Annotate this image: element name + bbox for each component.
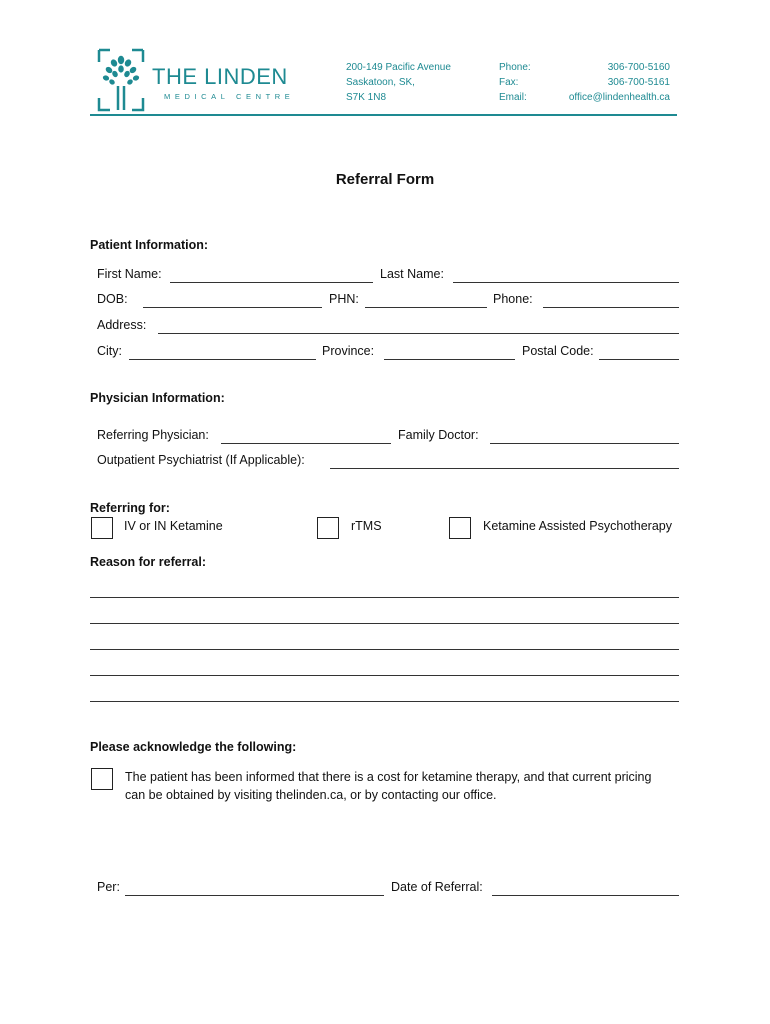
logo-subtitle: MEDICAL CENTRE [164,92,295,101]
logo [96,48,306,114]
referring-for-heading: Referring for: [90,501,170,515]
address-field[interactable] [158,333,679,334]
reason-line-3[interactable] [90,649,679,650]
psychiatrist-label: Outpatient Psychiatrist (If Applicable): [97,453,305,467]
phone-value: 306-700-5160 [607,62,670,73]
logo-name: THE LINDEN [152,64,288,89]
header-rule [90,114,677,116]
date-of-referral-label: Date of Referral: [391,880,483,894]
fax-value: 306-700-5161 [607,77,670,88]
province-label: Province: [322,344,375,358]
fax-label: Fax: [499,77,519,88]
dob-label: DOB: [97,292,128,306]
reason-line-1[interactable] [90,597,679,598]
acknowledge-text-line-1: The patient has been informed that there is a cost for ketamine therapy, and that current pricing [125,770,652,784]
address-label: Address: [97,318,147,332]
phn-field[interactable] [365,307,487,308]
reason-line-4[interactable] [90,675,679,676]
psychotherapy-checkbox[interactable] [449,517,471,539]
ketamine-checkbox[interactable] [91,517,113,539]
address-line-1: 200-149 Pacific Avenue [346,62,451,73]
first-name-label: First Name: [97,267,162,281]
phone-label: Phone: [493,292,533,306]
family-doctor-field[interactable] [490,443,679,444]
last-name-field[interactable] [453,282,679,283]
ketamine-option-label: IV or IN Ketamine [124,519,223,533]
postal-code-label: Postal Code: [522,344,594,358]
first-name-field[interactable] [170,282,373,283]
dob-field[interactable] [143,307,322,308]
psychiatrist-field[interactable] [330,468,679,469]
patient-info-heading: Patient Information: [90,238,209,252]
per-field[interactable] [125,895,384,896]
address-line-3: S7K 1N8 [346,92,387,103]
contact-values [540,60,670,105]
email-value[interactable]: office@lindenhealth.ca [568,92,670,103]
acknowledge-text-line-2: can be obtained by visiting thelinden.ca, or by contacting our office. [125,788,497,802]
referring-physician-field[interactable] [221,443,391,444]
phn-label: PHN: [329,292,359,306]
city-field[interactable] [129,359,316,360]
city-label: City: [97,344,122,358]
form-title: Referral Form [335,171,435,188]
psychotherapy-option-label: Ketamine Assisted Psychotherapy [483,519,672,533]
contact-labels [499,60,531,105]
clinic-address [346,60,451,105]
acknowledge-checkbox[interactable] [91,768,113,790]
reason-line-2[interactable] [90,623,679,624]
date-of-referral-field[interactable] [492,895,679,896]
email-label: Email: [499,92,527,103]
tree-logo-icon [96,48,146,114]
rtms-checkbox[interactable] [317,517,339,539]
province-field[interactable] [384,359,515,360]
postal-code-field[interactable] [599,359,679,360]
reason-line-5[interactable] [90,701,679,702]
address-line-2: Saskatoon, SK, [346,77,415,88]
phone-field[interactable] [543,307,679,308]
reason-heading: Reason for referral: [90,555,207,569]
rtms-option-label: rTMS [351,519,382,533]
referring-physician-label: Referring Physician: [97,428,209,442]
per-label: Per: [97,880,120,894]
last-name-label: Last Name: [380,267,444,281]
acknowledge-heading: Please acknowledge the following: [90,740,297,754]
physician-info-heading: Physician Information: [90,391,225,405]
family-doctor-label: Family Doctor: [398,428,479,442]
phone-label: Phone: [499,62,531,73]
